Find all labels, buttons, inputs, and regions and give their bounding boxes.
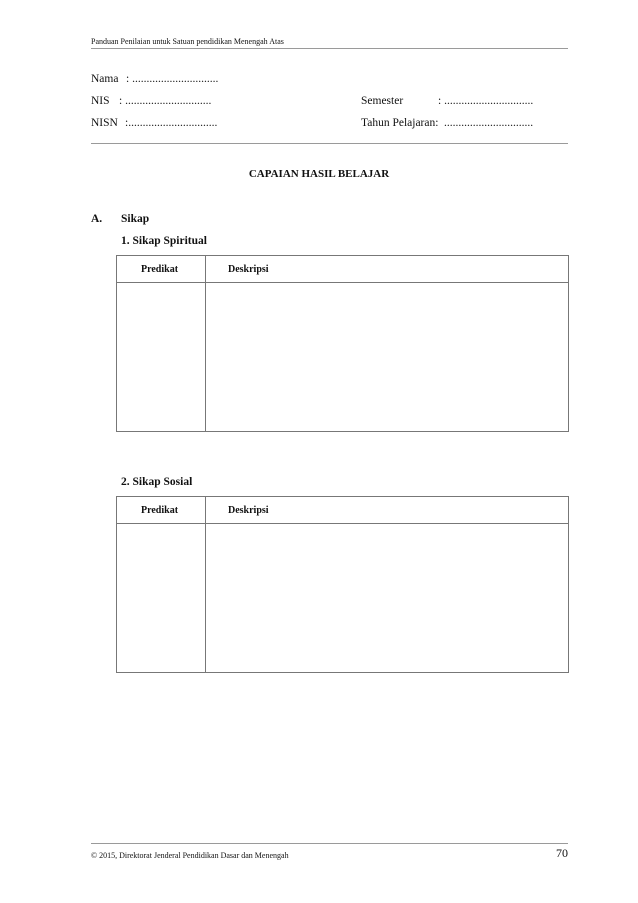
page-number: 70	[556, 846, 568, 860]
predikat-cell[interactable]	[117, 524, 206, 673]
semester-value: : ...............................	[438, 95, 534, 107]
page-title: CAPAIAN HASIL BELAJAR	[248, 168, 390, 180]
section-heading: Sikap	[121, 213, 150, 225]
column-header-predikat: Predikat	[117, 256, 206, 283]
table-header-row	[117, 497, 569, 524]
footer-copyright: © 2015, Direktorat Jenderal Pendidikan Dasar dan Menengah	[91, 851, 289, 860]
semester-label: Semester	[361, 95, 404, 107]
header-divider	[91, 48, 568, 49]
footer-divider	[91, 843, 568, 844]
running-header: Panduan Penilaian untuk Satuan pendidikan Menengah Atas	[91, 37, 284, 46]
predikat-cell[interactable]	[117, 283, 206, 432]
column-header-deskripsi: Deskripsi	[206, 256, 569, 283]
subsection-heading-spiritual: 1. Sikap Spiritual	[121, 235, 207, 247]
nis-value: : ..............................	[119, 95, 212, 107]
nama-label: Nama	[91, 73, 119, 85]
table-header-row	[117, 256, 569, 283]
column-header-predikat: Predikat	[117, 497, 206, 524]
tahun-pelajaran-value: ...............................	[444, 117, 534, 129]
column-header-deskripsi: Deskripsi	[206, 497, 569, 524]
tahun-pelajaran-label: Tahun Pelajaran:	[361, 117, 439, 129]
sikap-spiritual-table	[116, 255, 569, 432]
deskripsi-cell[interactable]	[206, 283, 569, 432]
sikap-sosial-table	[116, 496, 569, 673]
nis-label: NIS	[91, 95, 110, 107]
section-letter: A.	[91, 213, 103, 225]
nama-value: : ..............................	[126, 73, 219, 85]
subsection-heading-sosial: 2. Sikap Sosial	[121, 476, 193, 488]
table-row	[117, 524, 569, 673]
table-row	[117, 283, 569, 432]
info-divider	[91, 143, 568, 144]
nisn-value: :...............................	[125, 117, 218, 129]
deskripsi-cell[interactable]	[206, 524, 569, 673]
nisn-label: NISN	[91, 117, 118, 129]
